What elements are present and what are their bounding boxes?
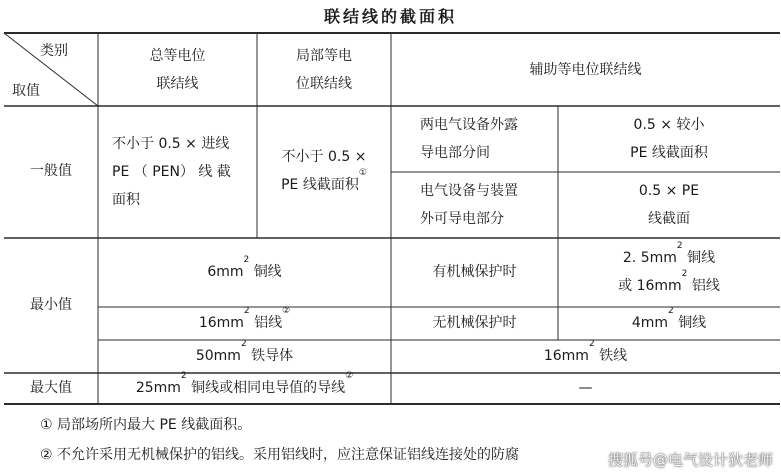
- row-label-max: 最大值: [30, 380, 72, 396]
- header-local: 局部等电 位联结线: [296, 48, 352, 92]
- header-category: 类别: [40, 43, 68, 59]
- min-r1-main: $6mm^2$ 铜线: [207, 255, 282, 280]
- min-r2-aux-left: 无机械保护时: [432, 315, 517, 331]
- row-label-min: 最小值: [30, 297, 72, 313]
- general-aux-b-right: 0.5 × PE 线截面: [638, 183, 700, 227]
- general-local: 不小于 0.5 × PE 线截面积①: [281, 149, 367, 193]
- general-aux-a-right: 0.5 × 较小 PE 线截面积: [630, 117, 708, 161]
- general-aux-b-left: 电气设备与装置 外可导电部分: [420, 183, 518, 227]
- min-r1-aux-right: 2. $5mm^2$ 铜线 或 $16mm^2$ 铝线: [618, 241, 720, 294]
- min-r2-aux-right: $4mm^2$ 铜线: [631, 306, 707, 331]
- header-value: 取值: [12, 83, 40, 99]
- footnote-1: ① 局部场所内最大 PE 线截面积。: [40, 417, 252, 433]
- table-title: 联结线的截面积: [323, 7, 457, 26]
- row-label-general: 一般值: [30, 163, 72, 179]
- min-r1-aux-left: 有机械保护时: [432, 264, 517, 280]
- min-r3-main: $50mm^2$ 铁导体: [195, 339, 294, 364]
- max-main: $25mm^2$ 铜线或相同电导值的导线②: [135, 371, 354, 396]
- min-r2-main: $16mm^2$ 铝线②: [198, 306, 291, 331]
- watermark: 搜狐号@电气设计狄老师: [607, 451, 773, 469]
- header-main: 总等电位 联结线: [149, 48, 206, 92]
- max-aux: —: [578, 380, 593, 396]
- footnote-2: ② 不允许采用无机械保护的铝线。采用铝线时，应注意保证铝线连接处的防腐: [40, 447, 519, 463]
- header-aux: 辅助等电位联结线: [529, 62, 642, 78]
- general-main: 不小于 0.5 × 进线 PE （ PEN） 线 截 面积: [112, 136, 231, 208]
- min-r3-aux: $16mm^2$ 铁线: [543, 339, 628, 364]
- general-aux-a-left: 两电气设备外露 导电部分间: [420, 117, 518, 161]
